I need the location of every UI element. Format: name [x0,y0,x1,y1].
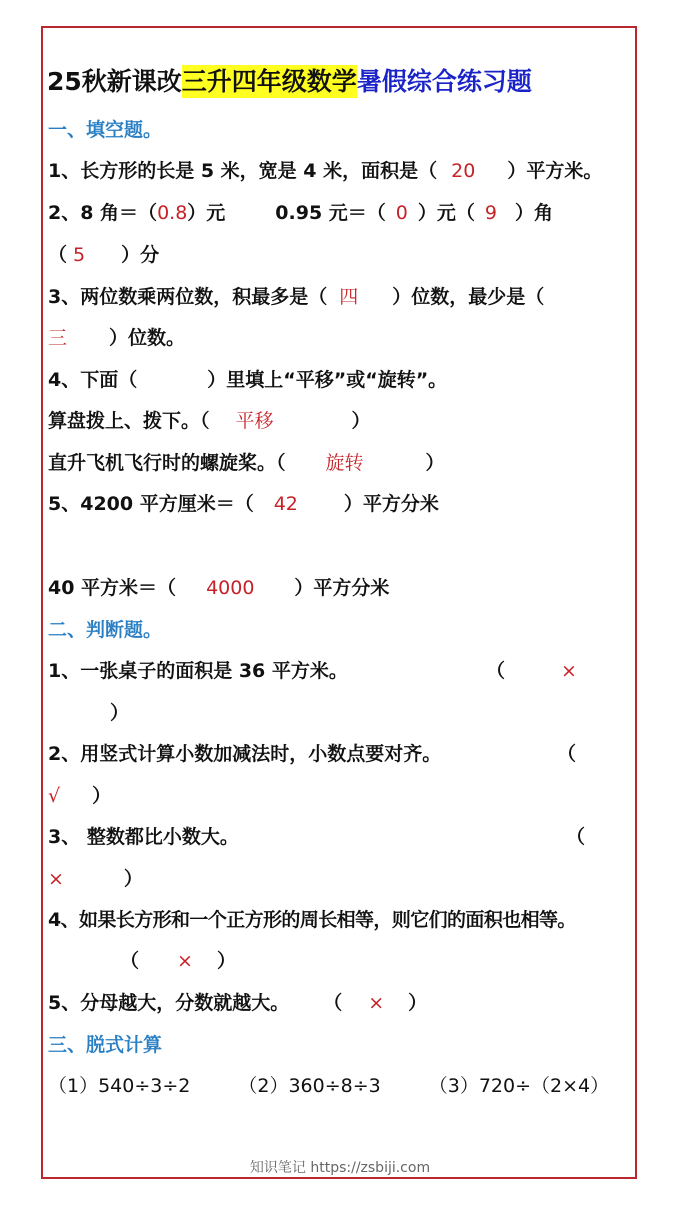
section-judge-heading: 二、判断题。 [48,619,163,641]
answer: 三 [48,327,68,349]
cross-icon: × [177,950,193,972]
judge-q2: 2、用竖式计算小数加减法时，小数点要对齐。 [48,743,442,765]
answer: 9 [484,202,497,224]
title-suffix: 暑假综合练习题 [356,67,532,96]
cross-icon: × [48,868,64,890]
check-icon: √ [48,785,61,807]
fill-q4-item2: 直升飞机飞行时的螺旋桨。（ 旋转 ） [48,452,445,474]
fill-q5-b: 40 平方米＝（ 4000 ）平方分米 [48,577,390,599]
judge-q5: 5、分母越大，分数就越大。 （ × ） [48,992,428,1014]
judge-q1-close: ） [110,702,130,724]
section-fill-heading: 一、填空题。 [48,119,163,141]
fill-q3-cont: 三 ）位数。 [48,327,186,349]
answer: 20 [451,160,476,182]
fill-q3: 3、两位数乘两位数，积最多是（ 四 ）位数，最少是（ [48,286,545,308]
judge-q4: 4、如果长方形和一个正方形的周长相等，则它们的面积也相等。 [48,909,576,931]
calc-item: （3）720÷（2×4） [428,1075,610,1097]
footer-watermark: 知识笔记 https://zsbiji.com [249,1160,431,1176]
fill-q5-a: 5、4200 平方厘米＝（ 42 ）平方分米 [48,493,439,515]
fill-q4-item1: 算盘拨上、拨下。（ 平移 ） [48,410,371,432]
judge-q2-open: （ [557,743,577,765]
judge-q1: 1、一张桌子的面积是 36 平方米。 [48,660,348,682]
judge-q3-cont: × ） [48,868,143,890]
calc-item: （1）540÷3÷2 [48,1075,191,1097]
page-title [47,66,532,98]
judge-q4-cont: （ × ） [120,950,236,972]
title-prefix: 25秋新课改 [47,67,182,96]
cross-icon: × [561,660,577,682]
answer: 0 [395,202,408,224]
calc-row [48,1073,609,1099]
section-calc-heading: 三、脱式计算 [48,1034,163,1056]
calc-item: （2）360÷8÷3 [238,1075,381,1097]
answer: 四 [339,286,359,308]
fill-q1: 1、长方形的长是 5 米，宽是 4 米，面积是（ 20 ）平方米。 [48,160,603,182]
fill-q4-intro: 4、下面（ ）里填上“平移”或“旋转”。 [48,369,448,391]
judge-q3: 3、 整数都比小数大。 [48,826,239,848]
answer: 平移 [235,410,274,432]
fill-q2-cont: （ 5 ）分 [48,244,160,266]
answer: 4000 [206,577,255,599]
judge-q2-cont: √ ） [48,785,112,807]
answer: 5 [73,244,86,266]
fill-q2: 2、8 角＝（0.8）元 0.95 元＝（ 0 ）元（ 9 ）角 [48,202,554,224]
answer: 0.8 [157,202,188,224]
answer: 42 [273,493,298,515]
judge-q1-bracket: （ × [486,660,577,682]
cross-icon: × [368,992,385,1014]
title-highlight: 三升四年级数学 [181,67,357,96]
answer: 旋转 [325,452,364,474]
judge-q3-open: （ [566,826,586,848]
